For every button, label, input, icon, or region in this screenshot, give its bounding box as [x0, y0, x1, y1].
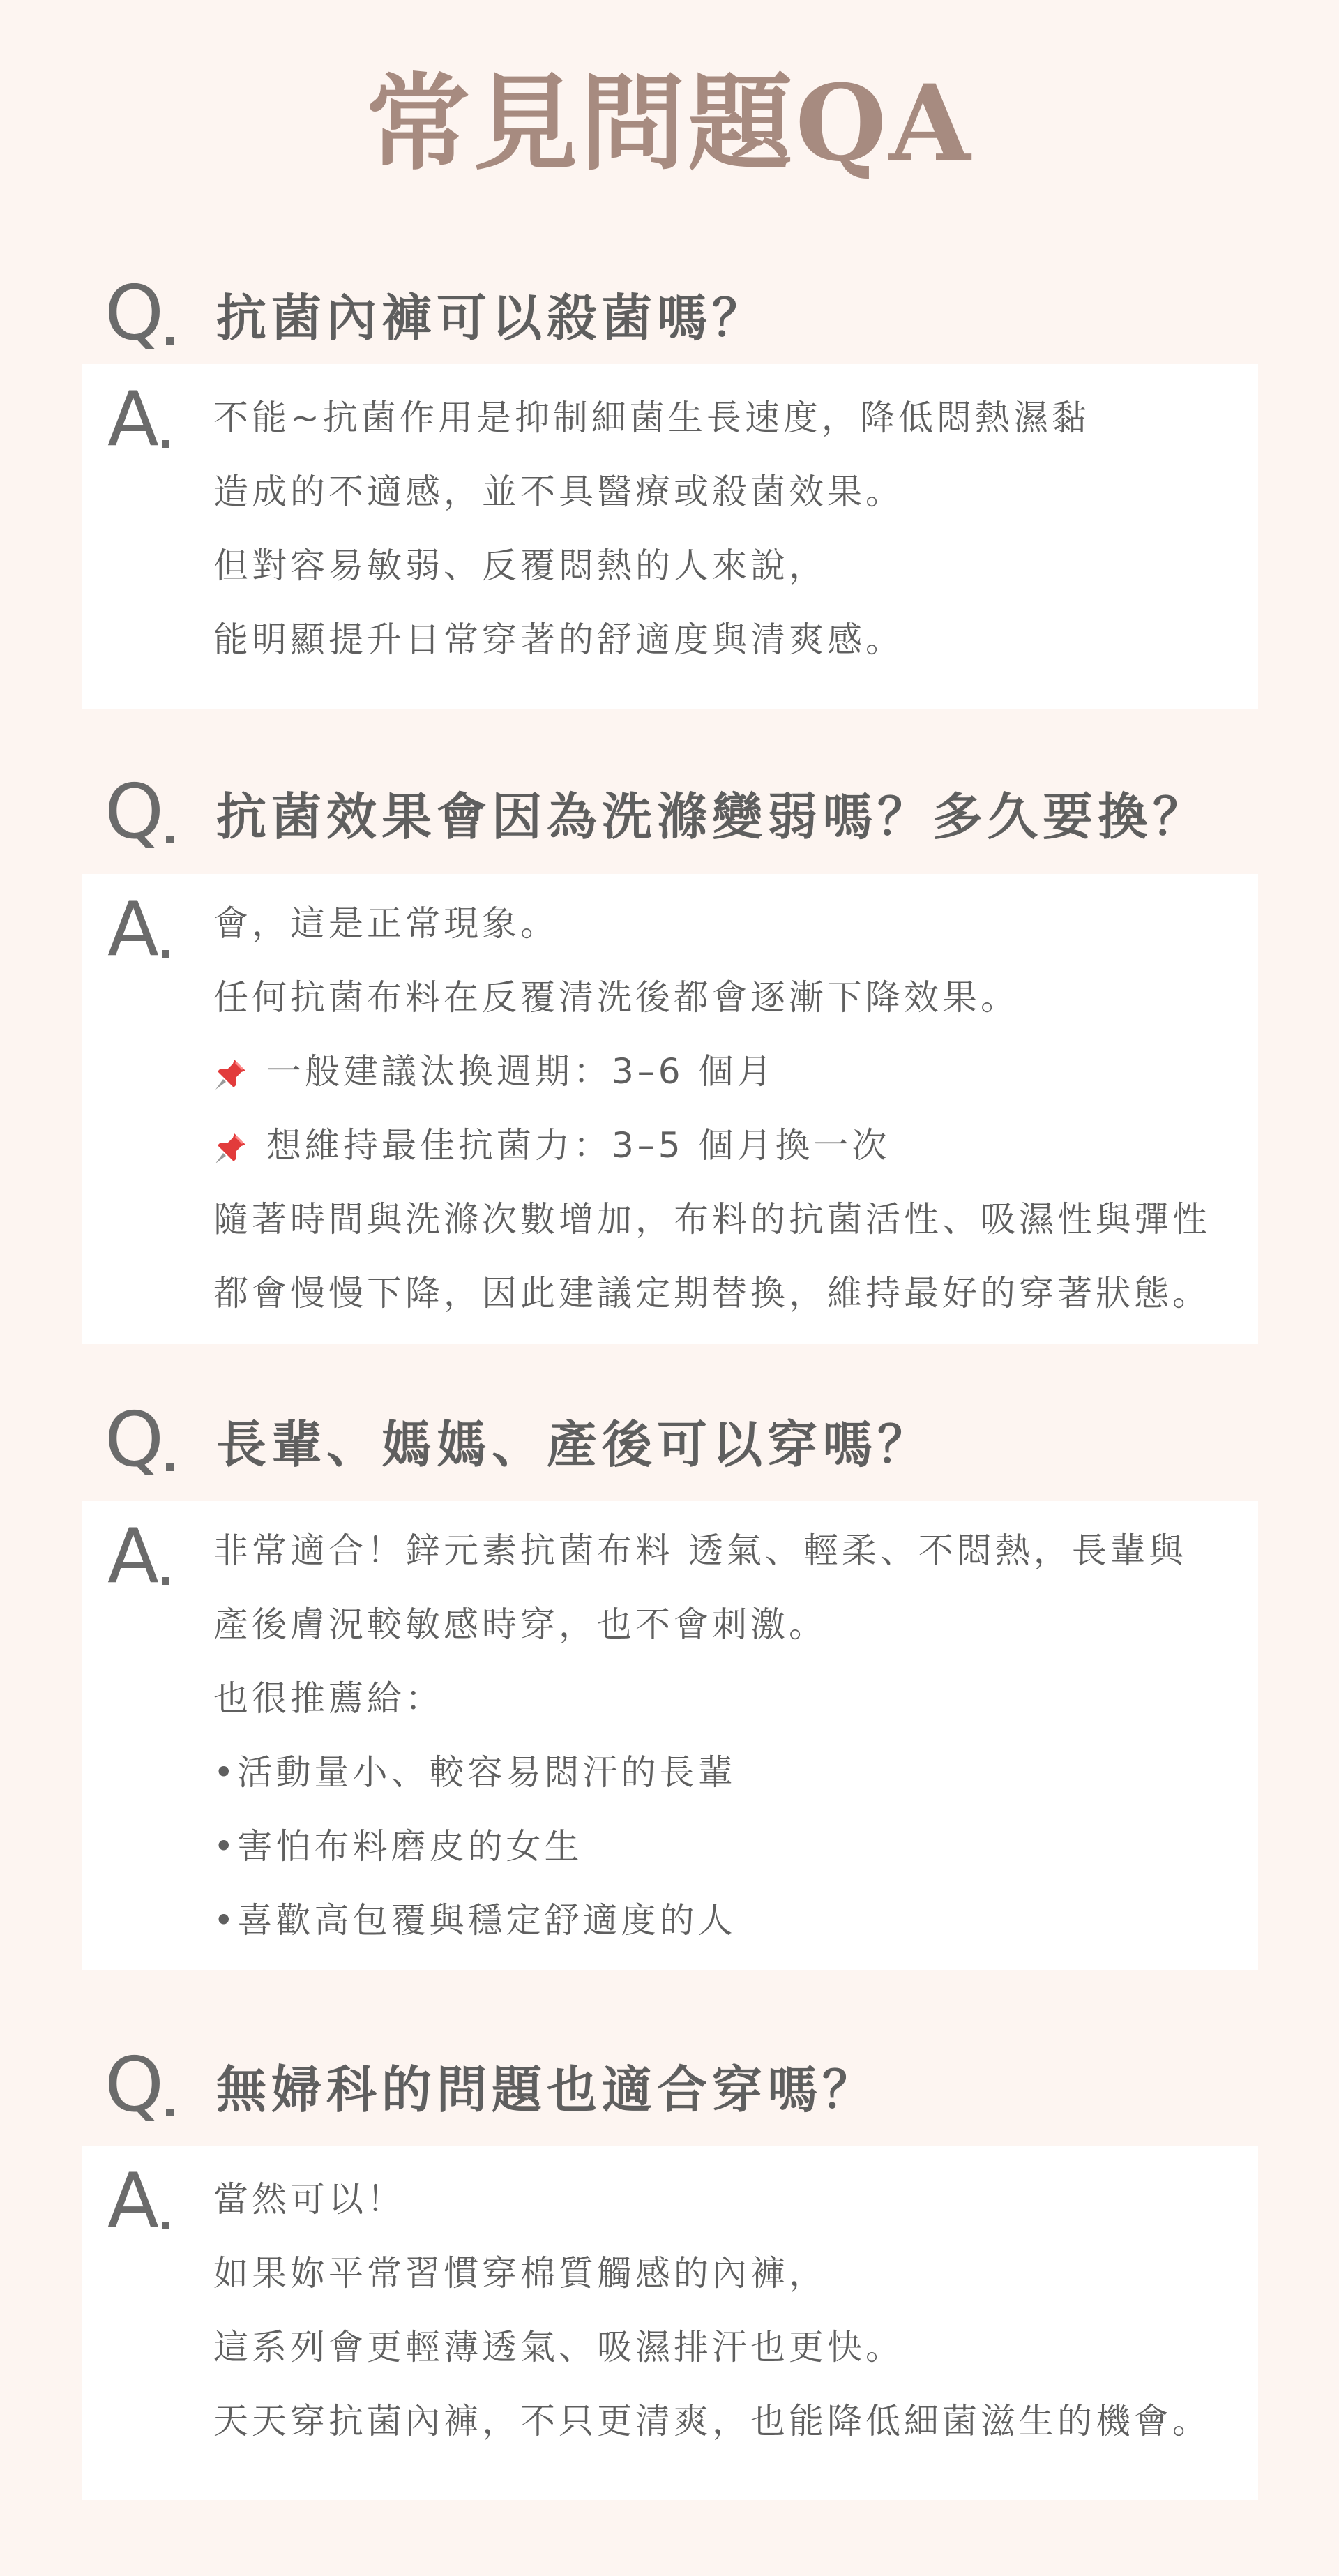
answer-line: 但對容易敏弱、反覆悶熱的人來說， — [213, 545, 827, 586]
faq-answer-card-2 — [82, 874, 1258, 1344]
faq-answer-card-4 — [82, 2146, 1258, 2500]
faq-question-3 — [105, 1396, 933, 1484]
question-text: 抗菌效果會因為洗滌變弱嗎？多久要換？ — [216, 788, 1209, 846]
answer-line: 如果妳平常習慣穿棉質觸感的內褲， — [213, 2253, 827, 2293]
faq-answer-card-1 — [82, 364, 1258, 709]
answer-line: 產後膚況較敏感時穿，也不會刺激。 — [213, 1604, 827, 1645]
answer-line: 天天穿抗菌內褲，不只更清爽，也能降低細菌滋生的機會。 — [213, 2401, 1211, 2441]
q-mark: Q — [105, 2048, 216, 2123]
a-mark: A — [107, 2164, 159, 2239]
answer-line: 不能~抗菌作用是抑制細菌生長速度，降低悶熱濕黏 — [213, 398, 1090, 438]
page-title: 常見問題QA — [365, 62, 974, 185]
answer-line: 都會慢慢下降，因此建議定期替換，維持最好的穿著狀態。 — [213, 1273, 1211, 1313]
faq-question-2 — [105, 771, 1208, 854]
answer-line: 這系列會更輕薄透氣、吸濕排汗也更快。 — [213, 2327, 904, 2367]
answer-line: •活動量小、較容易悶汗的長輩 — [213, 1752, 736, 1793]
faq-question-4 — [105, 2044, 877, 2127]
answer-line: •喜歡高包覆與穩定舒適度的人 — [213, 1900, 736, 1941]
answer-line-text: 一般建議汰換週期：3–6 個月 — [266, 1051, 776, 1092]
answer-line: 隨著時間與洗滌次數增加，布料的抗菌活性、吸濕性與彈性 — [213, 1199, 1211, 1240]
q-mark: Q — [105, 276, 216, 352]
answer-line: 也很推薦給： — [213, 1678, 444, 1719]
question-text: 抗菌內褲可以殺菌嗎？ — [216, 289, 768, 347]
answer-line: 造成的不適感，並不具醫療或殺菌效果。 — [213, 472, 904, 512]
answer-line-text: 想維持最佳抗菌力：3–5 個月換一次 — [266, 1125, 891, 1166]
a-mark: A — [107, 892, 159, 967]
answer-line: 會，這是正常現象。 — [213, 903, 559, 944]
pushpin-icon — [213, 1131, 248, 1166]
a-mark: A — [107, 382, 159, 458]
answer-line: 非常適合！鋅元素抗菌布料 透氣、輕柔、不悶熱，長輩與 — [213, 1530, 1187, 1571]
q-mark: Q — [105, 1403, 216, 1478]
pushpin-icon — [213, 1057, 248, 1092]
answer-line-bullet — [213, 1108, 1211, 1182]
answer-line: 任何抗菌布料在反覆清洗後都會逐漸下降效果。 — [213, 977, 1019, 1018]
q-mark: Q — [105, 775, 216, 850]
a-mark: A — [107, 1519, 159, 1595]
answer-line: 當然可以！ — [213, 2179, 405, 2220]
question-text: 長輩、媽媽、產後可以穿嗎？ — [216, 1415, 933, 1474]
answer-line: 能明顯提升日常穿著的舒適度與清爽感。 — [213, 619, 904, 660]
faq-answer-card-3 — [82, 1501, 1258, 1970]
answer-line-bullet — [213, 1034, 1211, 1108]
question-text: 無婦科的問題也適合穿嗎？ — [216, 2061, 878, 2119]
answer-line: •害怕布料磨皮的女生 — [213, 1826, 583, 1867]
faq-question-1 — [105, 272, 767, 356]
